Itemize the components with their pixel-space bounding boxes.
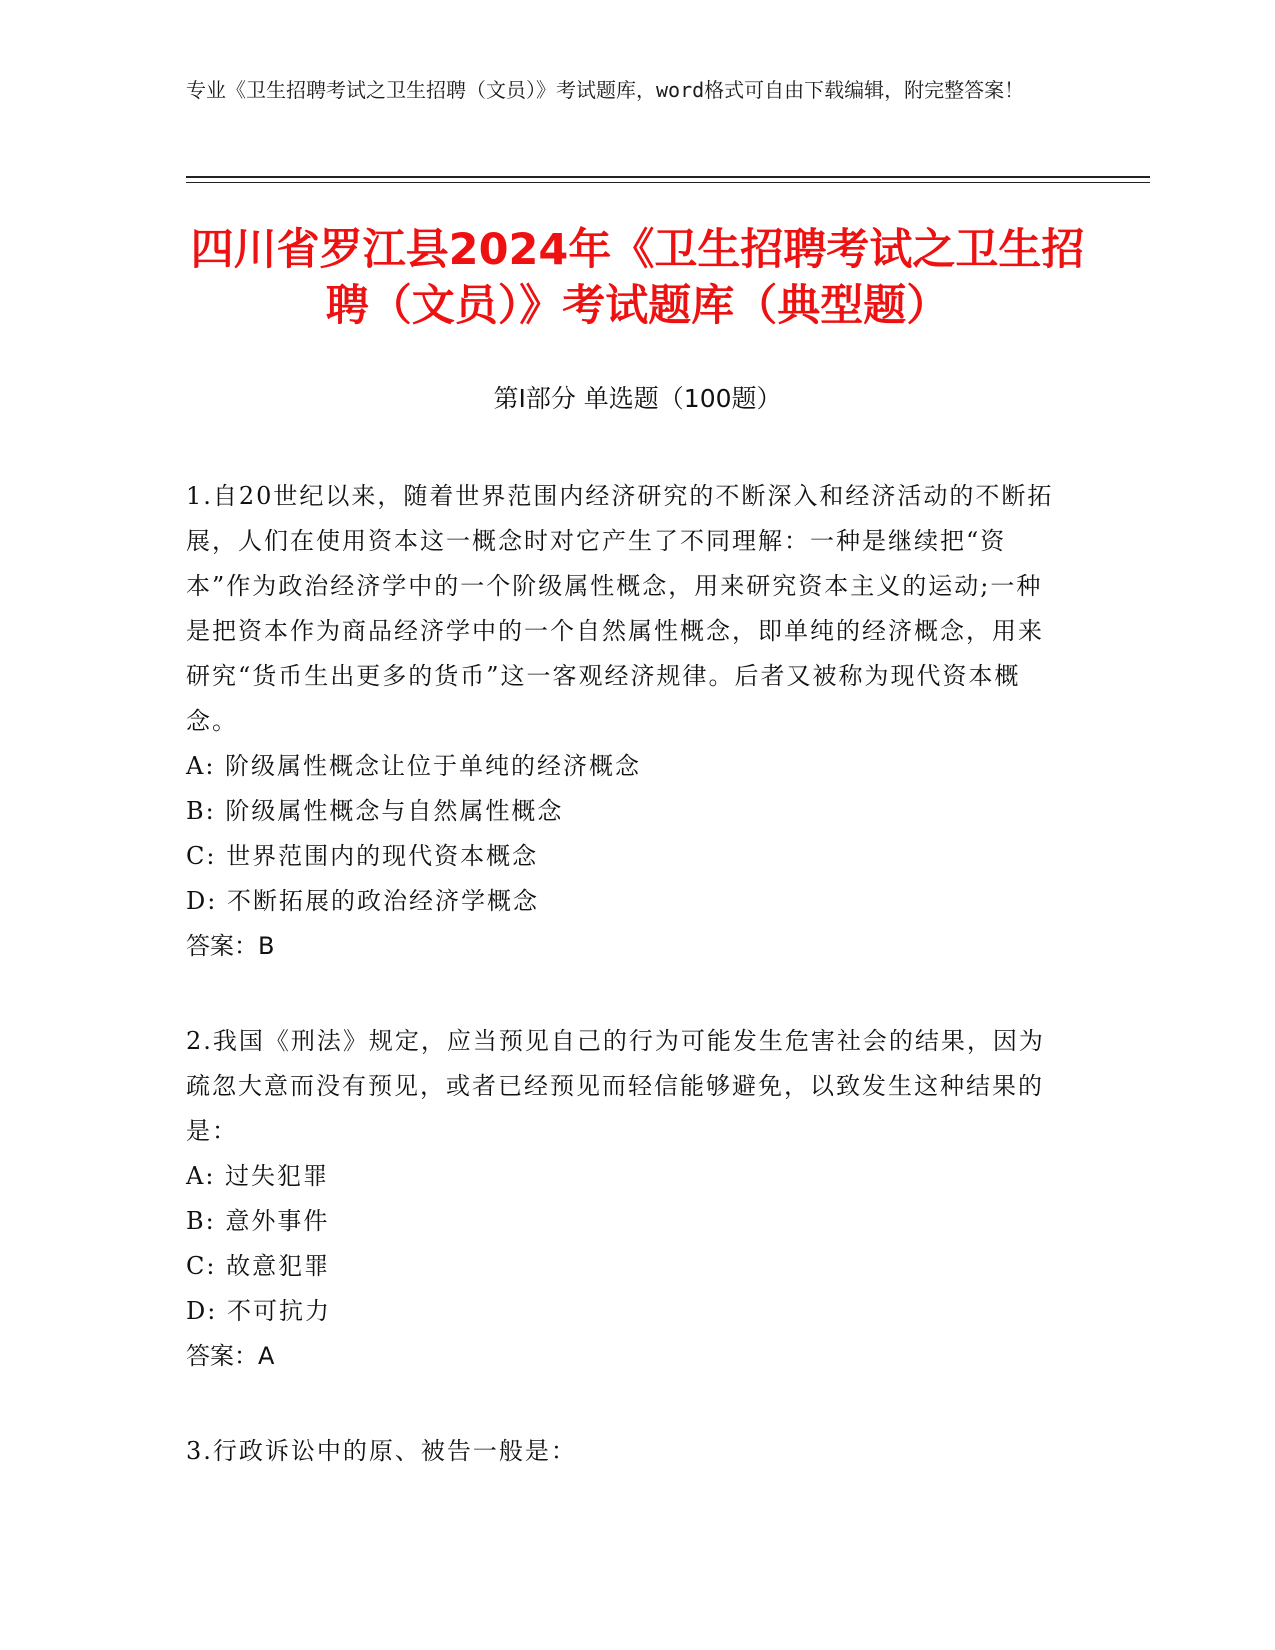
question-1 [186,474,1066,969]
question-text: 3.行政诉讼中的原、被告一般是： [186,1437,577,1465]
document-title: 四川省罗江县2024年《卫生招聘考试之卫生招聘（文员）》考试题库（典型题） [190,225,1085,331]
answer: 答案：B [186,932,275,960]
option-a: A: 阶级属性概念让位于单纯的经济概念 [186,752,642,780]
answer: 答案：A [186,1342,275,1370]
header-rule-thin [186,182,1150,183]
question-text: 1.自20世纪以来，随着世界范围内经济研究的不断深入和经济活动的不断拓展，人们在使用资本这一概念时对它产生了不同理解：一种是继续把“资本”作为政治经济学中的一个阶级属性概念，用来研究资本主义的运动;一种是把资本作为商品经济学中的一个自然属性概念，即单纯的经济概念，用来研究“货币生出更多的货币”这一客观经济规律。后者又被称为现代资本概念。 [186,482,1054,735]
option-a: A: 过失犯罪 [186,1162,330,1190]
question-2 [186,1019,1066,1379]
question-text: 2.我国《刑法》规定，应当预见自己的行为可能发生危害社会的结果，因为疏忽大意而没有预见，或者已经预见而轻信能够避免，以致发生这种结果的是： [186,1027,1045,1145]
question-3 [186,1429,1066,1474]
option-b: B: 阶级属性概念与自然属性概念 [186,797,564,825]
option-c: C: 世界范围内的现代资本概念 [186,842,539,870]
section-title: 第Ⅰ部分 单选题（100题） [493,384,782,413]
question-list [186,474,1066,1524]
option-b: B: 意外事件 [186,1207,330,1235]
header-rule-thick [186,176,1150,178]
option-d: D: 不可抗力 [186,1297,331,1325]
header-note: 专业《卫生招聘考试之卫生招聘（文员）》考试题库，word格式可自由下载编辑，附完整答案！ [186,78,1025,102]
option-c: C: 故意犯罪 [186,1252,331,1280]
option-d: D: 不断拓展的政治经济学概念 [186,887,539,915]
